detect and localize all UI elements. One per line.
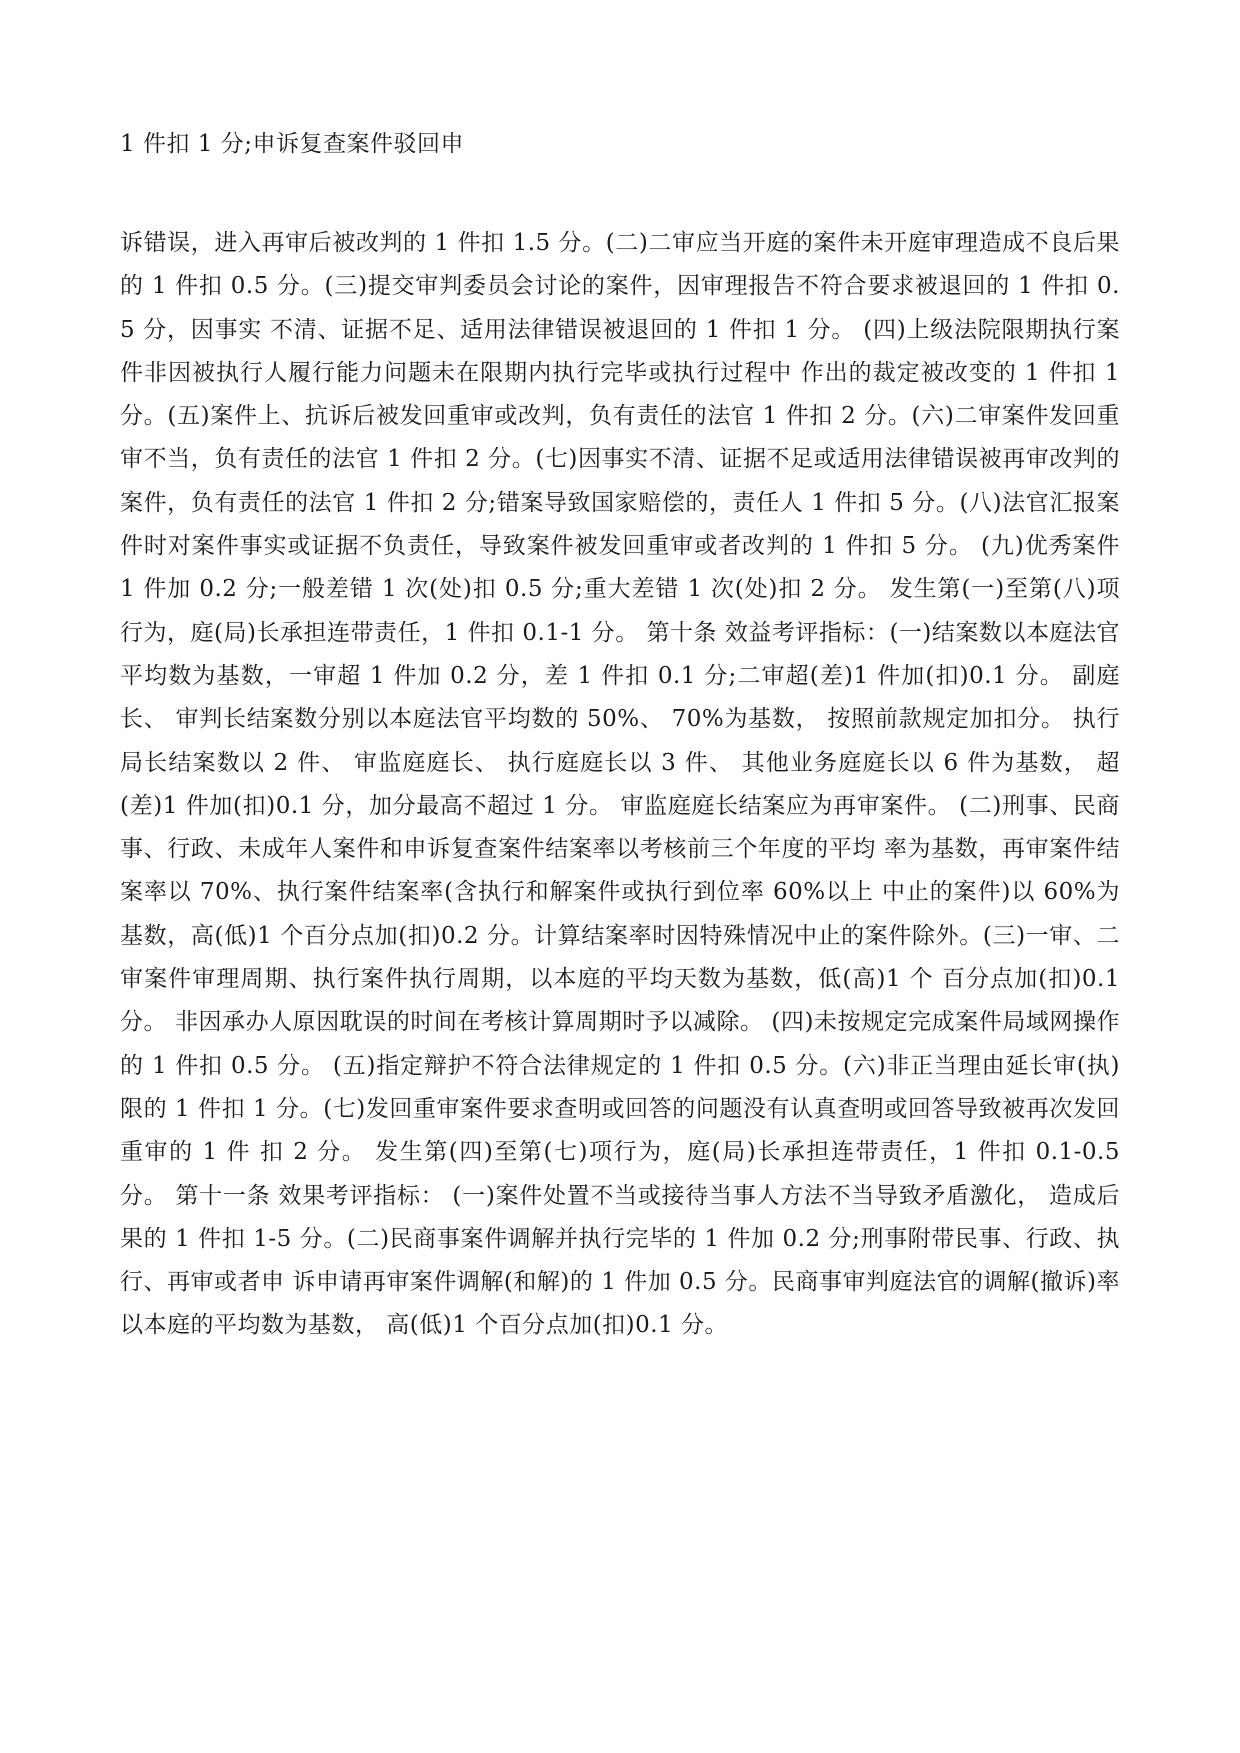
document-first-line: 1 件扣 1 分;申诉复查案件驳回申	[120, 131, 464, 157]
document-body-paragraph: 诉错误，进入再审后被改判的 1 件扣 1.5 分。(二)二审应当开庭的案件未开庭审理造成不良后果的 1 件扣 0.5 分。(三)提交审判委员会讨论的案件，因审理报告不符合要求被退回的 1 件扣 0.5 分，因事实 不清、证据不足、适用法律错误被退回的 1 件扣 1 分。 (四)上级法院限期执行案件非因被执行人履行能力问题未在限期内执行完毕或执行过程中 作出的裁定被改变的 1 件扣 1 分。(五)案件上、抗诉后被发回重审或改判，负有责任的法官 1 件扣 2 分。(六)二审案件发回重审不当，负有责任的法官 1 件扣 2 分。(七)因事实不清、证据不足或适用法律错误被再审改判的案件，负有责任的法官 1 件扣 2 分;错案导致国家赔偿的，责任人 1 件扣 5 分。(八)法官汇报案件时对案件事实或证据不负责任，导致案件被发回重审或者改判的 1 件扣 5 分。 (九)优秀案件 1 件加 0.2 分;一般差错 1 次(处)扣 0.5 分;重大差错 1 次(处)扣 2 分。 发生第(一)至第(八)项行为，庭(局)长承担连带责任，1 件扣 0.1-1 分。 第十条 效益考评指标：(一)结案数以本庭法官平均数为基数，一审超 1 件加 0.2 分，差 1 件扣 0.1 分;二审超(差)1 件加(扣)0.1 分。 副庭长、 审判长结案数分别以本庭法官平均数的 50%、 70%为基数， 按照前款规定加扣分。 执行局长结案数以 2 件、 审监庭庭长、 执行庭庭长以 3 件、 其他业务庭庭长以 6 件为基数， 超(差)1 件加(扣)0.1 分，加分最高不超过 1 分。 审监庭庭长结案应为再审案件。 (二)刑事、民商事、行政、未成年人案件和申诉复查案件结案率以考核前三个年度的平均 率为基数，再审案件结案率以 70%、执行案件结案率(含执行和解案件或执行到位率 60%以上 中止的案件)以 60%为基数，高(低)1 个百分点加(扣)0.2 分。计算结案率时因特殊情况中止的案件除外。(三)一审、二审案件审理周期、执行案件执行周期，以本庭的平均天数为基数，低(高)1 个 百分点加(扣)0.1 分。 非因承办人原因耽误的时间在考核计算周期时予以减除。 (四)未按规定完成案件局域网操作的 1 件扣 0.5 分。 (五)指定辩护不符合法律规定的 1 件扣 0.5 分。(六)非正当理由延长审(执)限的 1 件扣 1 分。(七)发回重审案件要求查明或回答的问题没有认真查明或回答导致被再次发回重审的 1 件 扣 2 分。 发生第(四)至第(七)项行为，庭(局)长承担连带责任，1 件扣 0.1-0.5 分。 第十一条 效果考评指标： (一)案件处置不当或接待当事人方法不当导致矛盾激化， 造成后 果的 1 件扣 1-5 分。(二)民商事案件调解并执行完毕的 1 件加 0.2 分;刑事附带民事、行政、执行、再审或者申 诉申请再审案件调解(和解)的 1 件加 0.5 分。民商事审判庭法官的调解(撤诉)率以本庭的平均数为基数， 高(低)1 个百分点加(扣)0.1 分。	[120, 230, 1120, 1339]
